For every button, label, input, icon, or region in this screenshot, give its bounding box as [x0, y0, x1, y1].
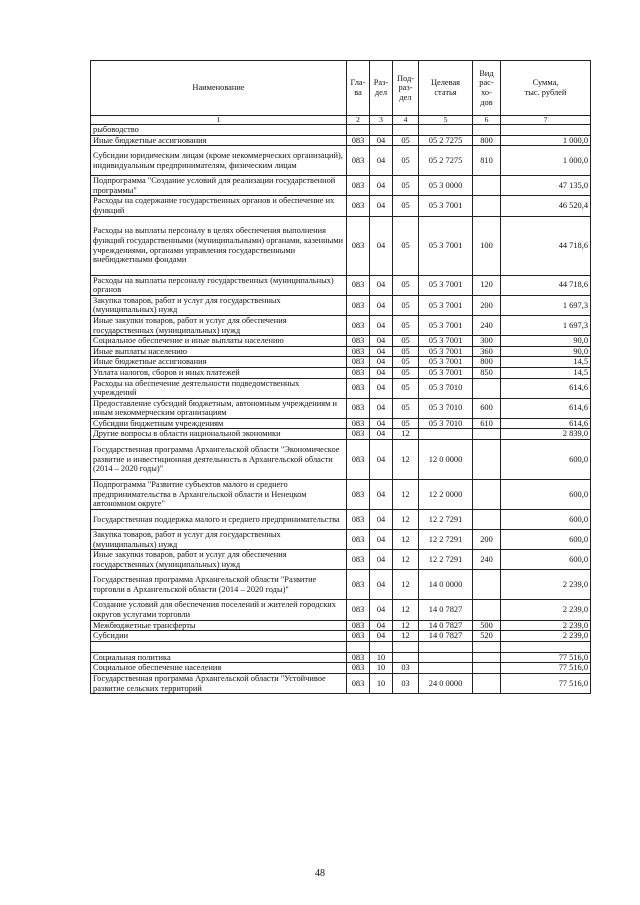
row-name: Создание условий для обеспечения поселений и жителей городских округов услугами торговли	[91, 600, 347, 620]
table-row	[91, 652, 591, 663]
row-section: 04	[370, 336, 393, 347]
row-subsection: 05	[393, 196, 419, 216]
row-amount: 1 000,0	[501, 135, 591, 146]
row-chapter: 083	[347, 550, 370, 570]
budget-table	[90, 60, 591, 694]
row-target: 12 0 0000	[419, 440, 473, 480]
table-row	[91, 663, 591, 674]
row-name: Субсидии юридическим лицам (кроме некоммерческих организаций), индивидуальным предпринимателям, физическим лицам	[91, 146, 347, 176]
row-kind	[473, 429, 501, 440]
table-row	[91, 196, 591, 216]
row-kind	[473, 663, 501, 674]
budget-body	[91, 125, 591, 694]
table-row	[91, 346, 591, 357]
row-name: Иные бюджетные ассигнования	[91, 357, 347, 368]
row-name: Межбюджетные трансферты	[91, 620, 347, 631]
row-name: Подпрограмма "Развитие субъектов малого и среднего предпринимательства в Архангельской области и Ненецком автономном округе"	[91, 480, 347, 510]
row-name: рыбоводство	[91, 125, 347, 136]
row-target: 05 2 7275	[419, 146, 473, 176]
row-target: 05 3 7010	[419, 418, 473, 429]
col-number: 2	[347, 116, 370, 125]
row-subsection: 05	[393, 275, 419, 295]
row-subsection: 12	[393, 620, 419, 631]
row-subsection: 12	[393, 631, 419, 642]
row-chapter: 083	[347, 440, 370, 480]
table-row	[91, 570, 591, 600]
row-section: 04	[370, 510, 393, 530]
page-number: 48	[315, 868, 325, 879]
header-kind: Вид рас- хо- дов	[473, 61, 501, 116]
table-row	[91, 674, 591, 694]
row-name: Закупка товаров, работ и услуг для государственных (муниципальных) нужд	[91, 295, 347, 315]
row-subsection: 12	[393, 570, 419, 600]
row-subsection: 05	[393, 135, 419, 146]
row-subsection: 05	[393, 176, 419, 196]
row-section: 04	[370, 378, 393, 398]
row-name: Государственная поддержка малого и среднего предпринимательства	[91, 510, 347, 530]
row-target: 14 0 7827	[419, 631, 473, 642]
row-chapter: 083	[347, 367, 370, 378]
row-target: 14 0 7827	[419, 620, 473, 631]
table-row	[91, 367, 591, 378]
row-name: Иные закупки товаров, работ и услуг для обеспечения государственных (муниципальных) нужд	[91, 550, 347, 570]
row-kind: 360	[473, 346, 501, 357]
row-kind: 300	[473, 336, 501, 347]
row-target	[419, 429, 473, 440]
table-row	[91, 216, 591, 275]
row-chapter: 083	[347, 295, 370, 315]
row-section: 04	[370, 570, 393, 600]
row-section: 04	[370, 346, 393, 357]
row-amount: 14,5	[501, 367, 591, 378]
row-section: 04	[370, 146, 393, 176]
table-row	[91, 146, 591, 176]
row-name: Уплата налогов, сборов и иных платежей	[91, 367, 347, 378]
row-amount: 2 839,0	[501, 429, 591, 440]
row-chapter: 083	[347, 631, 370, 642]
row-subsection: 05	[393, 357, 419, 368]
table-row	[91, 480, 591, 510]
row-subsection: 03	[393, 663, 419, 674]
row-kind: 100	[473, 216, 501, 275]
row-name: Другие вопросы в области национальной экономики	[91, 429, 347, 440]
row-chapter: 083	[347, 216, 370, 275]
row-subsection: 12	[393, 429, 419, 440]
row-section: 04	[370, 631, 393, 642]
row-subsection: 05	[393, 378, 419, 398]
row-name: Иные бюджетные ассигнования	[91, 135, 347, 146]
table-row	[91, 315, 591, 335]
row-name: Государственная программа Архангельской области "Экономическое развитие и инвестиционная деятельность в Архангельской области (2014 – 2020 годы)"	[91, 440, 347, 480]
row-name: Подпрограмма "Создание условий для реализации государственной программы"	[91, 176, 347, 196]
row-chapter: 083	[347, 146, 370, 176]
row-section: 04	[370, 440, 393, 480]
row-kind	[473, 378, 501, 398]
row-target: 05 3 7001	[419, 367, 473, 378]
row-target: 05 3 7001	[419, 196, 473, 216]
row-subsection: 05	[393, 295, 419, 315]
table-row	[91, 429, 591, 440]
col-number: 4	[393, 116, 419, 125]
row-amount: 90,0	[501, 346, 591, 357]
row-target: 05 3 7001	[419, 346, 473, 357]
row-section: 04	[370, 216, 393, 275]
row-kind	[473, 176, 501, 196]
row-amount: 2 239,0	[501, 570, 591, 600]
row-section	[370, 125, 393, 136]
row-name: Расходы на обеспечение деятельности подведомственных учреждений	[91, 378, 347, 398]
row-target: 12 2 7291	[419, 530, 473, 550]
row-target: 14 0 7827	[419, 600, 473, 620]
row-chapter: 083	[347, 429, 370, 440]
row-name: Социальное обеспечение и иные выплаты населению	[91, 336, 347, 347]
row-kind: 240	[473, 550, 501, 570]
row-kind	[473, 674, 501, 694]
row-kind: 800	[473, 135, 501, 146]
row-subsection: 05	[393, 398, 419, 418]
row-target: 05 2 7275	[419, 135, 473, 146]
row-section: 04	[370, 367, 393, 378]
row-subsection: 05	[393, 216, 419, 275]
row-kind	[473, 125, 501, 136]
table-row	[91, 631, 591, 642]
row-name: Социальное обеспечение населения	[91, 663, 347, 674]
row-kind: 810	[473, 146, 501, 176]
row-target	[419, 652, 473, 663]
header-section: Раз- дел	[370, 61, 393, 116]
row-section: 04	[370, 600, 393, 620]
row-target: 05 3 7010	[419, 378, 473, 398]
row-chapter: 083	[347, 176, 370, 196]
row-section: 10	[370, 674, 393, 694]
row-section: 10	[370, 663, 393, 674]
row-chapter: 083	[347, 570, 370, 600]
row-target: 05 3 0000	[419, 176, 473, 196]
row-target: 14 0 0000	[419, 570, 473, 600]
row-amount: 600,0	[501, 530, 591, 550]
row-amount: 614,6	[501, 378, 591, 398]
row-target: 05 3 7001	[419, 357, 473, 368]
row-section: 04	[370, 275, 393, 295]
row-subsection: 12	[393, 510, 419, 530]
table-row	[91, 440, 591, 480]
row-name: Закупка товаров, работ и услуг для государственных (муниципальных) нужд	[91, 530, 347, 550]
row-subsection: 05	[393, 336, 419, 347]
row-section: 04	[370, 196, 393, 216]
table-row	[91, 510, 591, 530]
row-subsection: 05	[393, 146, 419, 176]
row-subsection: 05	[393, 418, 419, 429]
row-chapter: 083	[347, 620, 370, 631]
row-chapter: 083	[347, 196, 370, 216]
row-target: 24 0 0000	[419, 674, 473, 694]
row-name: Расходы на содержание государственных органов и обеспечение их функций	[91, 196, 347, 216]
col-number: 7	[501, 116, 591, 125]
row-name: Социальная политика	[91, 652, 347, 663]
row-name: Расходы на выплаты персоналу в целях обеспечения выполнения функций государственными (муниципальными) органами, казенными учреждениями, органами управления государственными внебюджетными фондами	[91, 216, 347, 275]
row-target: 05 3 7001	[419, 216, 473, 275]
row-subsection: 12	[393, 550, 419, 570]
row-chapter: 083	[347, 378, 370, 398]
row-kind: 520	[473, 631, 501, 642]
table-row	[91, 357, 591, 368]
row-amount: 44 718,6	[501, 275, 591, 295]
table-row	[91, 418, 591, 429]
row-kind	[473, 570, 501, 600]
row-amount: 90,0	[501, 336, 591, 347]
table-row	[91, 125, 591, 136]
row-kind: 500	[473, 620, 501, 631]
row-amount: 614,6	[501, 398, 591, 418]
row-subsection: 05	[393, 346, 419, 357]
row-amount: 14,5	[501, 357, 591, 368]
row-amount: 1 000,0	[501, 146, 591, 176]
row-subsection: 03	[393, 674, 419, 694]
table-row	[91, 295, 591, 315]
col-number: 3	[370, 116, 393, 125]
row-kind	[473, 652, 501, 663]
row-target: 05 3 7001	[419, 336, 473, 347]
table-row	[91, 600, 591, 620]
row-section: 04	[370, 315, 393, 335]
row-amount: 1 697,3	[501, 295, 591, 315]
row-chapter: 083	[347, 652, 370, 663]
row-section: 04	[370, 176, 393, 196]
row-section: 04	[370, 135, 393, 146]
table-row	[91, 398, 591, 418]
empty-cell	[91, 641, 347, 652]
row-chapter: 083	[347, 510, 370, 530]
row-target	[419, 663, 473, 674]
row-kind: 850	[473, 367, 501, 378]
row-amount: 44 718,6	[501, 216, 591, 275]
table-row	[91, 620, 591, 631]
budget-sheet	[90, 60, 590, 694]
row-chapter: 083	[347, 346, 370, 357]
row-section: 10	[370, 652, 393, 663]
row-chapter: 083	[347, 674, 370, 694]
row-target: 12 2 7291	[419, 550, 473, 570]
row-chapter: 083	[347, 357, 370, 368]
row-subsection	[393, 125, 419, 136]
row-subsection: 12	[393, 440, 419, 480]
row-target	[419, 125, 473, 136]
row-chapter	[347, 125, 370, 136]
row-amount: 77 516,0	[501, 674, 591, 694]
row-name: Субсидии бюджетным учреждениям	[91, 418, 347, 429]
table-row	[91, 550, 591, 570]
header-target: Целевая статья	[419, 61, 473, 116]
row-amount: 600,0	[501, 440, 591, 480]
row-target: 12 2 0000	[419, 480, 473, 510]
row-amount: 600,0	[501, 510, 591, 530]
row-amount: 614,6	[501, 418, 591, 429]
table-row	[91, 135, 591, 146]
row-kind: 200	[473, 295, 501, 315]
empty-cell	[473, 641, 501, 652]
row-section: 04	[370, 357, 393, 368]
table-row	[91, 378, 591, 398]
row-target: 05 3 7010	[419, 398, 473, 418]
row-subsection: 05	[393, 315, 419, 335]
header-row	[91, 61, 591, 116]
row-amount: 77 516,0	[501, 652, 591, 663]
row-kind	[473, 600, 501, 620]
row-kind: 600	[473, 398, 501, 418]
row-chapter: 083	[347, 480, 370, 510]
row-chapter: 083	[347, 315, 370, 335]
row-name: Государственная программа Архангельской области "Устойчивое развитие сельских территорий	[91, 674, 347, 694]
row-name: Предоставление субсидий бюджетным, автономным учреждениям и иным некоммерческим организациям	[91, 398, 347, 418]
table-row	[91, 336, 591, 347]
row-amount: 600,0	[501, 480, 591, 510]
row-kind	[473, 440, 501, 480]
row-subsection: 12	[393, 600, 419, 620]
row-chapter: 083	[347, 336, 370, 347]
header-name: Наименование	[91, 61, 347, 116]
row-amount: 2 239,0	[501, 631, 591, 642]
column-number-row	[91, 116, 591, 125]
row-amount: 2 239,0	[501, 600, 591, 620]
row-section: 04	[370, 295, 393, 315]
row-name: Государственная программа Архангельской области "Развитие торговли в Архангельской области (2014 – 2020 годы)"	[91, 570, 347, 600]
row-kind	[473, 196, 501, 216]
row-target: 05 3 7001	[419, 295, 473, 315]
row-kind	[473, 480, 501, 510]
row-section: 04	[370, 550, 393, 570]
table-row	[91, 176, 591, 196]
row-name: Субсидии	[91, 631, 347, 642]
row-amount: 2 239,0	[501, 620, 591, 631]
row-amount: 600,0	[501, 550, 591, 570]
row-name: Иные выплаты населению	[91, 346, 347, 357]
table-gap-row	[91, 641, 591, 652]
row-section: 04	[370, 398, 393, 418]
row-amount: 47 135,0	[501, 176, 591, 196]
table-row	[91, 275, 591, 295]
row-kind	[473, 510, 501, 530]
row-chapter: 083	[347, 530, 370, 550]
empty-cell	[419, 641, 473, 652]
row-chapter: 083	[347, 135, 370, 146]
row-amount: 1 697,3	[501, 315, 591, 335]
row-section: 04	[370, 620, 393, 631]
row-target: 12 2 7291	[419, 510, 473, 530]
row-section: 04	[370, 480, 393, 510]
row-kind: 240	[473, 315, 501, 335]
row-chapter: 083	[347, 418, 370, 429]
row-kind: 120	[473, 275, 501, 295]
header-amount: Сумма, тыс. рублей	[501, 61, 591, 116]
row-subsection: 05	[393, 367, 419, 378]
row-section: 04	[370, 530, 393, 550]
row-subsection: 12	[393, 530, 419, 550]
row-kind: 800	[473, 357, 501, 368]
row-chapter: 083	[347, 600, 370, 620]
row-target: 05 3 7001	[419, 275, 473, 295]
row-chapter: 083	[347, 398, 370, 418]
empty-cell	[501, 641, 591, 652]
row-chapter: 083	[347, 663, 370, 674]
row-chapter: 083	[347, 275, 370, 295]
col-number: 5	[419, 116, 473, 125]
row-name: Расходы на выплаты персоналу государственных (муниципальных) органов	[91, 275, 347, 295]
empty-cell	[370, 641, 393, 652]
row-amount: 46 520,4	[501, 196, 591, 216]
col-number: 1	[91, 116, 347, 125]
row-amount: 77 516,0	[501, 663, 591, 674]
row-amount	[501, 125, 591, 136]
row-kind: 200	[473, 530, 501, 550]
row-name: Иные закупки товаров, работ и услуг для обеспечения государственных (муниципальных) нужд	[91, 315, 347, 335]
empty-cell	[393, 641, 419, 652]
row-kind: 610	[473, 418, 501, 429]
table-row	[91, 530, 591, 550]
row-section: 04	[370, 429, 393, 440]
row-section: 04	[370, 418, 393, 429]
header-chapter: Гла- ва	[347, 61, 370, 116]
row-subsection: 12	[393, 480, 419, 510]
empty-cell	[347, 641, 370, 652]
col-number: 6	[473, 116, 501, 125]
row-target: 05 3 7001	[419, 315, 473, 335]
row-subsection	[393, 652, 419, 663]
header-subsection: Под- раз- дел	[393, 61, 419, 116]
